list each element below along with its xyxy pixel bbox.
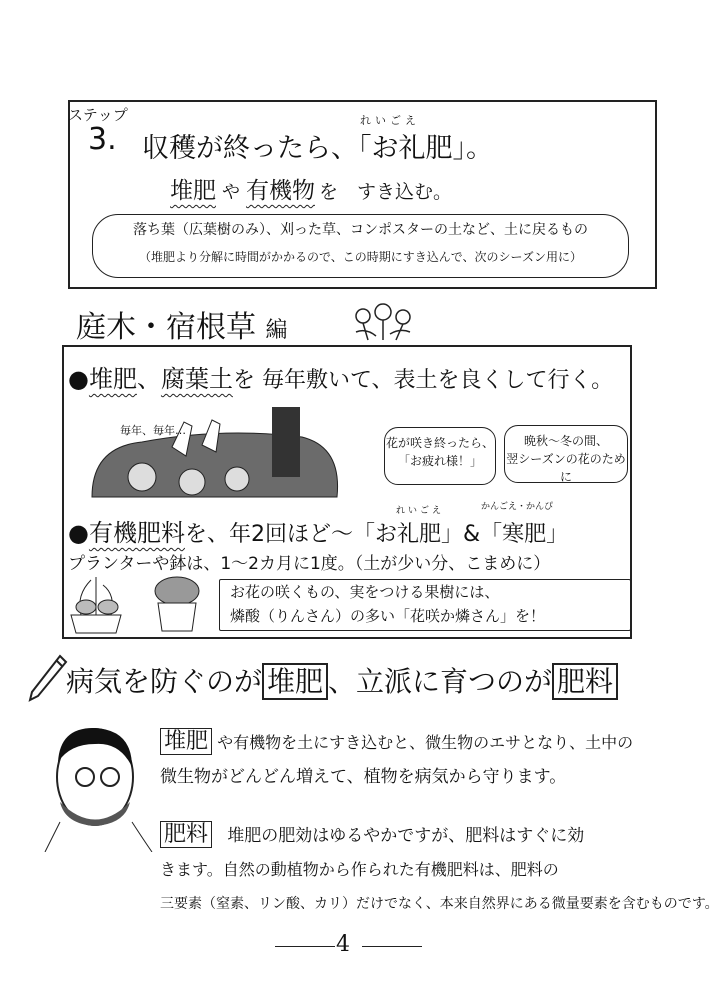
planter-illustration [66, 575, 126, 635]
bullet-2 [68, 513, 568, 548]
explanation-line: きます。自然の動植物から作られた有機肥料は、肥料の [160, 860, 559, 879]
bullet-1 [68, 359, 613, 394]
comma: 、 [136, 365, 161, 393]
plow-in-text: を すき込む。 [319, 181, 453, 203]
bubble-line: 花が咲き終ったら、 [385, 436, 494, 450]
step-label: ステップ [68, 106, 128, 124]
fertilizer-keyword: 肥料 [552, 663, 618, 700]
bubble-line: 晩秋〜冬の間、 [523, 434, 608, 448]
kangoe-ruby: かんごえ・かんぴ [481, 502, 554, 512]
planter-note: プランターや鉢は、1〜2カ月に1度。（土が少い分、こまめに） [68, 554, 551, 574]
organic-fertilizer-term: 有機肥料 [88, 519, 185, 547]
note-line: 燐酸（りんさん）の多い「花咲か燐さん」を！ [230, 607, 546, 625]
flower-pot-illustration [152, 573, 202, 633]
bubble-line: 「お疲れ様！」 [397, 454, 482, 468]
explanation-line: 堆肥の肥効はゆるやかですが、肥料はすぐに効 [227, 826, 585, 846]
compost-keyword: 堆肥 [160, 728, 212, 755]
bullet-2-text: を、年2回ほど〜「お礼肥」&「寒肥」 [184, 522, 569, 547]
page-number: 4 [336, 932, 350, 957]
step-3-box [68, 100, 657, 289]
compost-term: 堆肥 [170, 178, 216, 204]
step-subheading [170, 172, 452, 205]
compost-keyword: 堆肥 [262, 663, 328, 700]
reigoe-ruby: れいごえ [396, 506, 445, 516]
section-title-suffix: 編 [265, 318, 288, 343]
step-heading: 収穫が終ったら、「お礼肥」。 [142, 133, 493, 164]
explanation-line: 微生物がどんどん増えて、植物を病気から守ります。 [160, 767, 567, 787]
garden-box [62, 345, 632, 639]
late-autumn-bubble [504, 425, 628, 483]
author-portrait [40, 722, 155, 852]
organic-matter-term: 有機物 [246, 178, 315, 204]
note-line: お花の咲くもの、実をつける果樹には、 [230, 583, 500, 601]
headline-text: 、立派に育つのが [328, 665, 553, 698]
page-number-rule [362, 946, 422, 947]
connector-text: や [222, 182, 240, 203]
compost-explanation [160, 725, 633, 794]
leaf-mold-term: 腐葉土 [160, 365, 233, 393]
bubble-line: 翌シーズンの花のために [506, 452, 626, 484]
phosphate-note-box [219, 579, 631, 631]
reigoe-ruby: れいごえ [360, 114, 420, 127]
bullet-1-text: を 毎年敷いて、表土を良くして行く。 [232, 368, 614, 393]
bubble-line: （堆肥より分解に時間がかかるので、この時期にすき込んで、次のシーズン用に） [139, 250, 582, 264]
pencil-icon [28, 652, 68, 702]
bubble-line: 落ち葉（広葉樹のみ）、刈った草、コンポスターの土など、土に戻るもの [133, 222, 588, 238]
fertilizer-keyword: 肥料 [160, 821, 212, 848]
headline-text: 病気を防ぐのが [66, 665, 263, 698]
step-number: 3. [88, 122, 117, 157]
explanation-line: 三要素（窒素、リン酸、カリ）だけでなく、本来自然界にある微量要素を含むものです。 [160, 896, 719, 912]
after-bloom-bubble [384, 427, 496, 485]
illustration-caption: 毎年、毎年… [120, 424, 186, 437]
section-title-text: 庭木・宿根草 [76, 310, 256, 345]
headline [66, 660, 618, 700]
fertilizer-explanation [160, 818, 719, 921]
compost-term: 堆肥 [88, 365, 137, 393]
explanation-line: や有機物を土にすき込むと、微生物のエサとなり、土中の [217, 733, 634, 752]
page-number-rule [275, 946, 335, 947]
flower-doodle-icon [348, 302, 418, 342]
bullet-dot-icon: ● [68, 365, 89, 393]
section-title [76, 302, 288, 346]
organic-matter-bubble [92, 214, 629, 278]
bullet-dot-icon: ● [68, 519, 89, 547]
